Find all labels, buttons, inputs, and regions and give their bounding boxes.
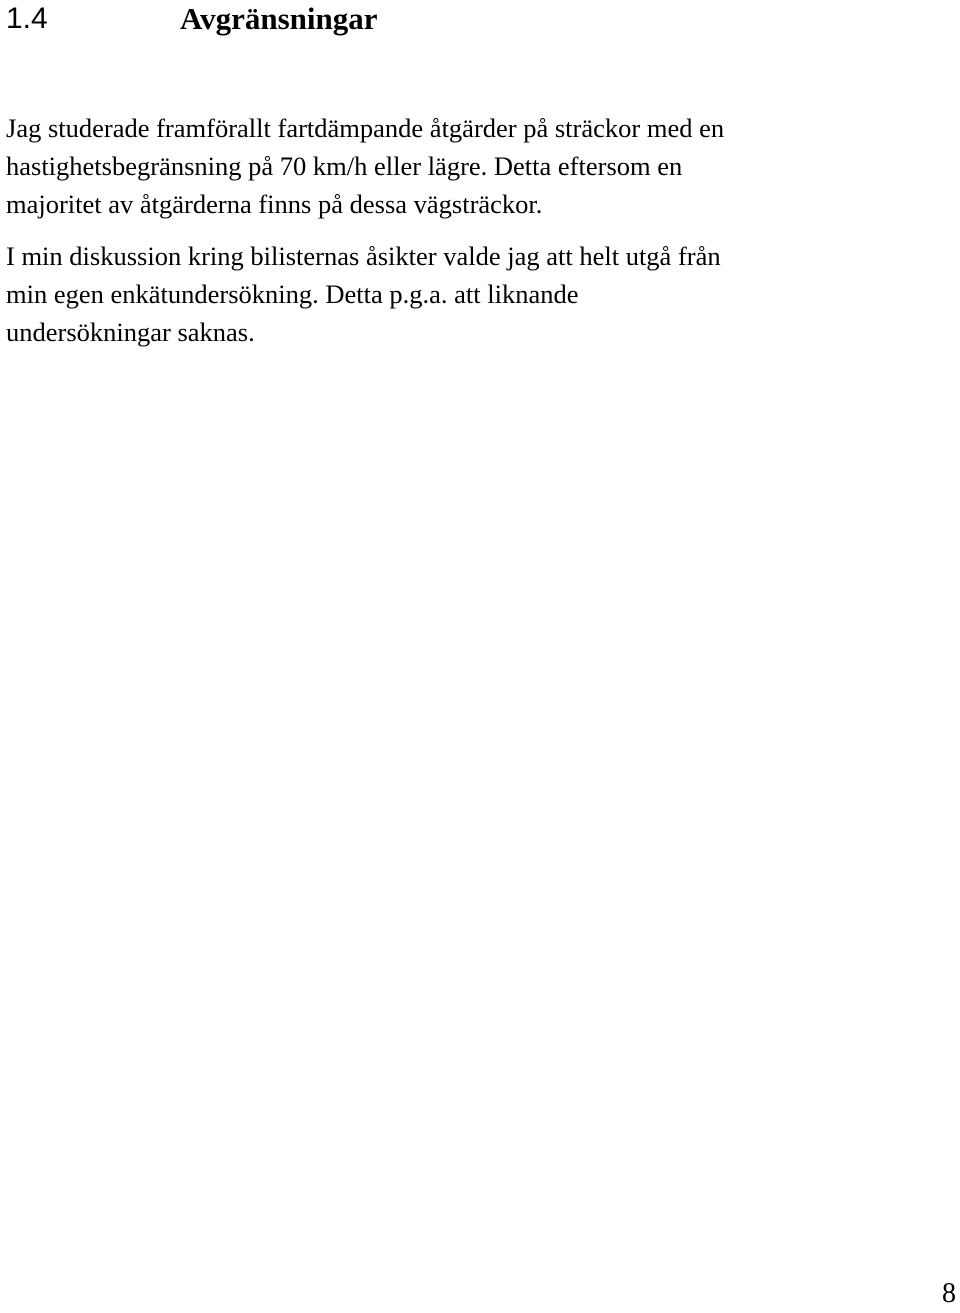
paragraph-line: majoritet av åtgärderna finns på dessa vägsträckor.: [6, 189, 543, 219]
page-number: 8: [942, 1278, 956, 1309]
paragraph-line: min egen enkätundersökning. Detta p.g.a. att liknande: [6, 279, 579, 309]
section-number: 1.4: [6, 2, 48, 35]
paragraph-line: I min diskussion kring bilisternas åsikter valde jag att helt utgå från: [6, 241, 721, 271]
section-title: Avgränsningar: [180, 1, 378, 36]
paragraph-survey: [6, 237, 906, 351]
paragraph-line: Jag studerade framförallt fartdämpande åtgärder på sträckor med en: [6, 113, 725, 143]
paragraph-scope: [6, 109, 906, 223]
paragraph-line: hastighetsbegränsning på 70 km/h eller lägre. Detta eftersom en: [6, 151, 683, 181]
paragraph-line: undersökningar saknas.: [6, 317, 255, 347]
